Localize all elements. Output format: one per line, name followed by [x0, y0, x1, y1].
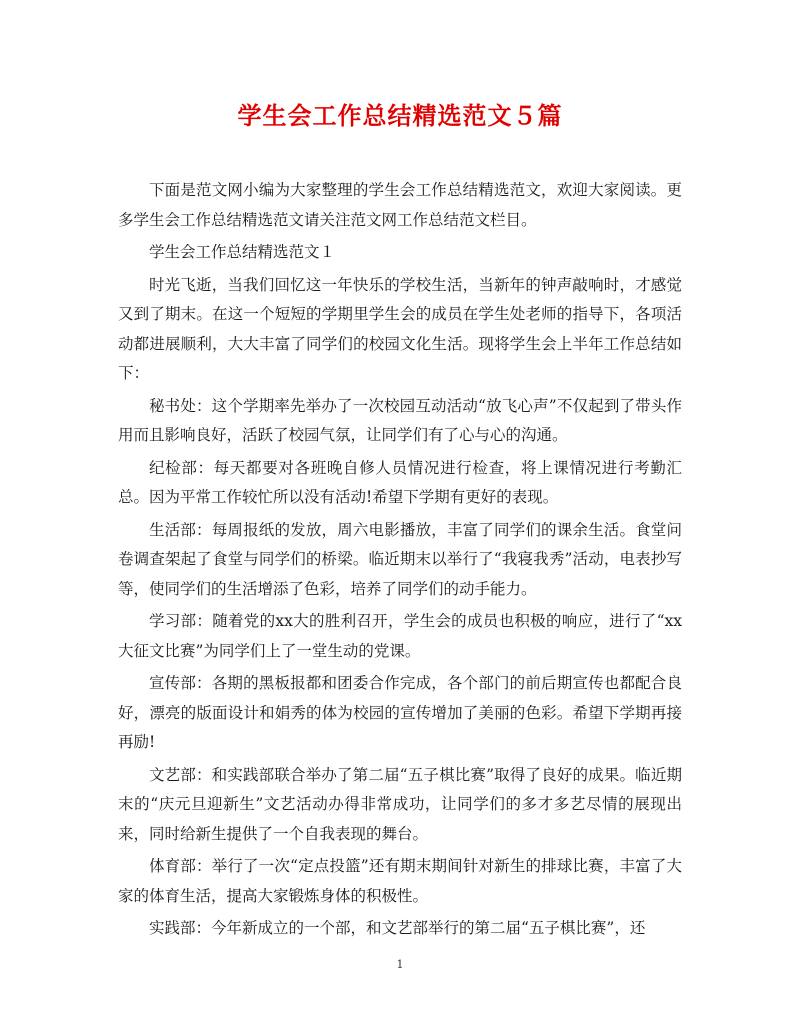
practice-department-paragraph: 实践部：今年新成立的一个部，和文艺部举行的第二届“五子棋比赛”，还 [149, 919, 646, 937]
publicity-department-paragraph: 宣传部：各期的黑板报都和团委合作完成，各个部门的前后期宣传也都配合良好，漂亮的版面设计和娟秀的体为校园的宣传增加了美丽的色彩。希望下学期再接再励! [118, 674, 682, 751]
study-department-paragraph: 学习部：随着党的xx大的胜利召开，学生会的成员也积极的响应，进行了“xx大征文比赛”为同学们上了一堂生动的党课。 [118, 612, 682, 660]
life-department-paragraph: 生活部：每周报纸的发放，周六电影播放，丰富了同学们的课余生活。食堂问卷调查架起了食堂与同学们的桥梁。临近期末以举行了“我寝我秀”活动，电表抄写等，使同学们的生活增添了色彩，培养了同学们的动手能力。 [118, 520, 682, 598]
discipline-paragraph: 纪检部：每天都要对各班晚自修人员情况进行检查，将上课情况进行考勤汇总。因为平常工作较忙所以没有活动!希望下学期有更好的表现。 [118, 458, 682, 506]
page-number: 1 [396, 958, 404, 971]
arts-department-paragraph: 文艺部：和实践部联合举办了第二届“五子棋比赛”取得了良好的成果。临近期末的“庆元旦迎新生”文艺活动办得非常成功，让同学们的多才多艺尽情的展现出来，同时给新生提供了一个自我表现的舞台。 [118, 765, 682, 843]
intro-paragraph: 下面是范文网小编为大家整理的学生会工作总结精选范文，欢迎大家阅读。更多学生会工作总结精选范文请关注范文网工作总结范文栏目。 [118, 181, 682, 229]
section-heading: 学生会工作总结精选范文１ [149, 243, 336, 261]
summary-paragraph: 时光飞逝，当我们回忆这一年快乐的学校生活，当新年的钟声敲响时，才感觉又到了期末。在这一个短短的学期里学生会的成员在学生处老师的指导下，各项活动都进展顺利，大大丰富了同学们的校园文化生活。现将学生会上半年工作总结如下： [118, 275, 682, 382]
secretariat-paragraph: 秘书处：这个学期率先举办了一次校园互动活动“放飞心声”不仅起到了带头作用而且影响良好，活跃了校园气氛，让同学们有了心与心的沟通。 [118, 396, 682, 444]
document-page [118, 100, 682, 947]
document-title: 学生会工作总结精选范文５篇 [237, 101, 563, 130]
sports-department-paragraph: 体育部：举行了一次“定点投篮”还有期末期间针对新生的排球比赛，丰富了大家的体育生活，提高大家锻炼身体的积极性。 [118, 857, 682, 905]
